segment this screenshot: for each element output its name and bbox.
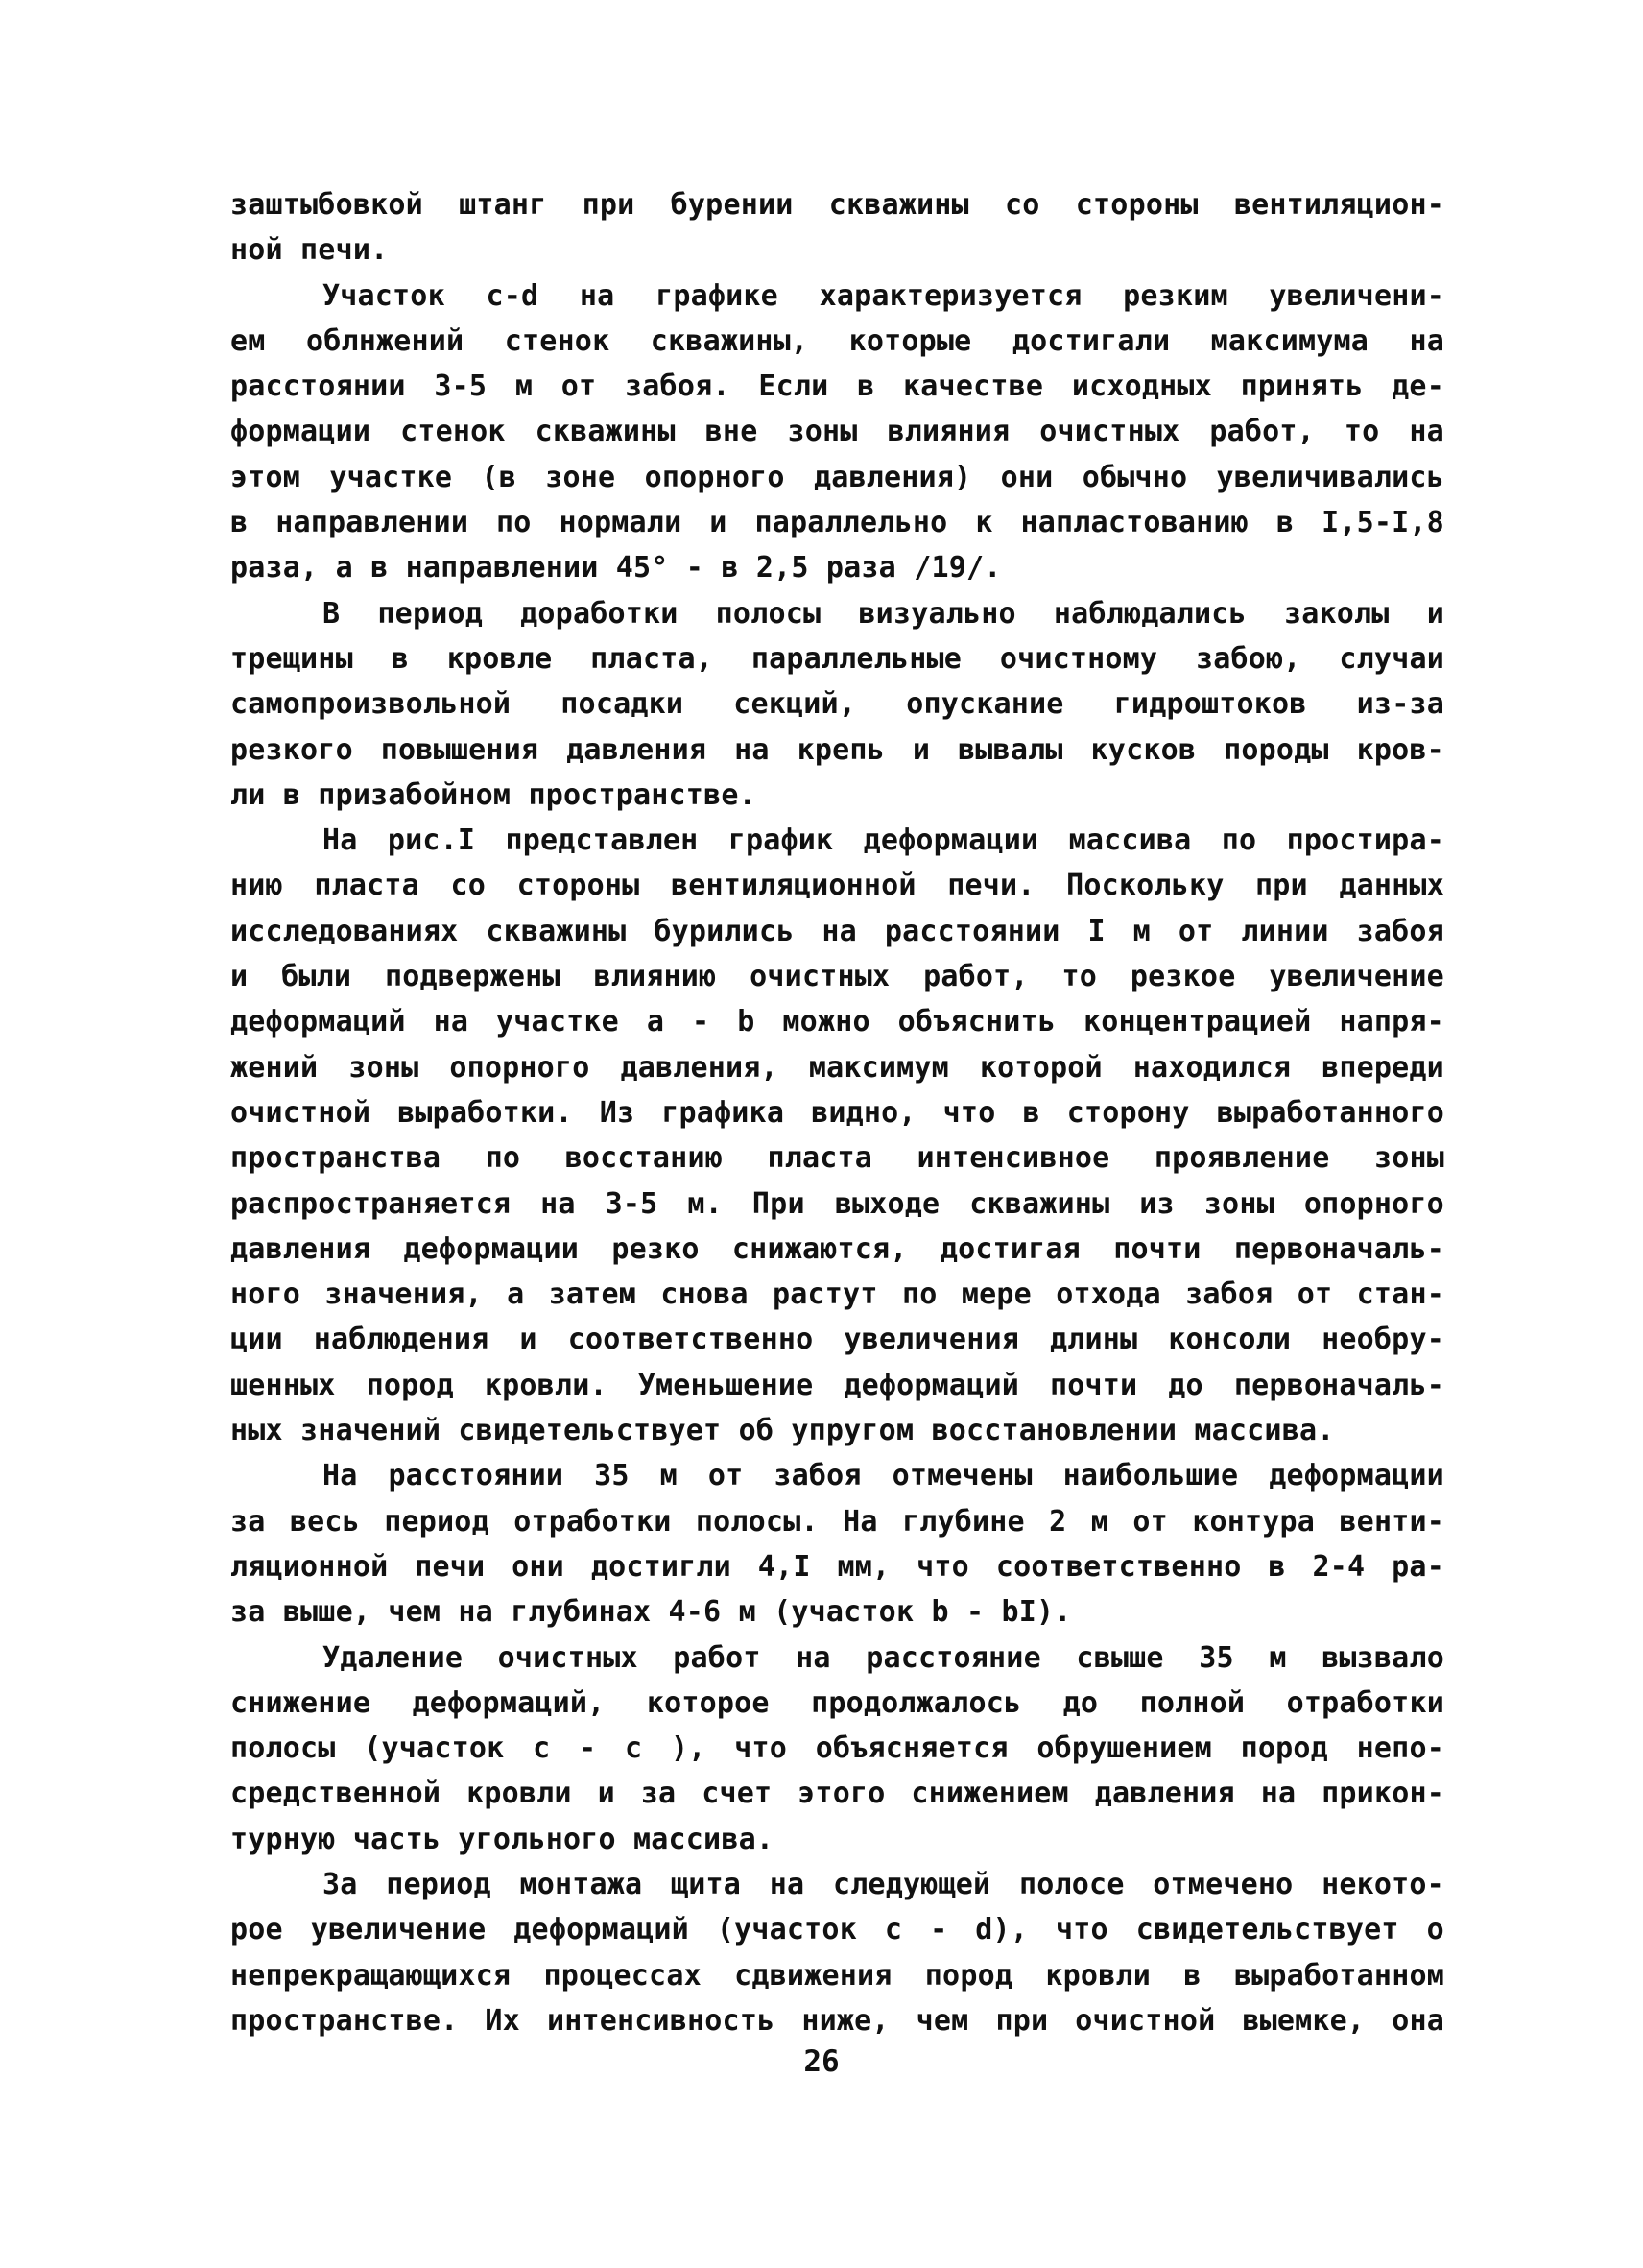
- page-number: 26: [803, 2044, 840, 2079]
- text-line: ного значения, а затем снова растут по мере отхода забоя от стан-: [230, 1277, 1444, 1312]
- text-line: трещины в кровле пласта, параллельные очистному забою, случаи: [230, 641, 1444, 676]
- text-line: деформаций на участке a - b можно объяснить концентрацией напря-: [230, 1005, 1444, 1039]
- text-line: формации стенок скважины вне зоны влияния очистных работ, то на: [230, 415, 1444, 449]
- text-line: На рис.I представлен график деформации массива по простира-: [322, 824, 1444, 858]
- text-line: В период доработки полосы визуально наблюдались заколы и: [322, 596, 1444, 631]
- text-line: резкого повышения давления на крепь и вывалы кусков породы кров-: [230, 732, 1444, 767]
- text-line: исследованиях скважины бурились на расстоянии I м от линии забоя: [230, 914, 1444, 948]
- text-line: рое увеличение деформаций (участок c - d), что свидетельствует о: [230, 1913, 1444, 1947]
- text-line: ляционной печи они достигли 4,I мм, что соответственно в 2-4 ра-: [230, 1549, 1444, 1584]
- text-line: и были подвержены влиянию очистных работ, то резкое увеличение: [230, 960, 1444, 994]
- body-text: [230, 182, 1444, 2043]
- text-line: снижение деформаций, которое продолжалось до полной отработки: [230, 1685, 1444, 1720]
- text-line: турную часть угольного массива.: [230, 1822, 774, 1856]
- text-line: распространяется на 3-5 м. При выходе скважины из зоны опорного: [230, 1186, 1444, 1221]
- text-line: расстоянии 3-5 м от забоя. Если в качестве исходных принять де-: [230, 370, 1444, 404]
- text-line: Участок c-d на графике характеризуется резким увеличени-: [322, 278, 1444, 313]
- text-line: пространства по восстанию пласта интенсивное проявление зоны: [230, 1141, 1444, 1176]
- text-line: Удаление очистных работ на расстояние свыше 35 м вызвало: [322, 1640, 1444, 1675]
- text-line: за весь период отработки полосы. На глубине 2 м от контура венти-: [230, 1504, 1444, 1539]
- text-line: жений зоны опорного давления, максимум которой находился впереди: [230, 1050, 1444, 1085]
- text-line: ем облнжений стенок скважины, которые достигали максимума на: [230, 323, 1444, 358]
- text-line: ции наблюдения и соответственно увеличения длины консоли необру-: [230, 1323, 1444, 1357]
- text-line: давления деформации резко снижаются, достигая почти первоначаль-: [230, 1231, 1444, 1266]
- text-line: самопроизвольной посадки секций, опускание гидроштоков из-за: [230, 687, 1444, 722]
- text-line: За период монтажа щита на следующей полосе отмечено некото-: [322, 1867, 1444, 1901]
- text-line: раза, а в направлении 45° - в 2,5 раза /19/.: [230, 551, 1002, 585]
- text-line: нию пласта со стороны вентиляционной печи. Поскольку при данных: [230, 869, 1444, 903]
- text-line: в направлении по нормали и параллельно к напластованию в I,5-I,8: [230, 506, 1444, 540]
- text-line: ли в призабойном пространстве.: [230, 777, 756, 812]
- text-line: непрекращающихся процессах сдвижения пород кровли в выработанном: [230, 1958, 1444, 1993]
- text-line: ных значений свидетельствует об упругом восстановлении массива.: [230, 1414, 1335, 1448]
- text-line: очистной выработки. Из графика видно, что в сторону выработанного: [230, 1095, 1444, 1130]
- text-line: ной печи.: [230, 233, 389, 268]
- text-line: за выше, чем на глубинах 4-6 м (участок b - bI).: [230, 1595, 1072, 1630]
- text-line: шенных пород кровли. Уменьшение деформаций почти до первоначаль-: [230, 1368, 1444, 1402]
- text-line: полосы (участок c - c ), что объясняется обрушением пород непо-: [230, 1731, 1444, 1766]
- text-line: пространстве. Их интенсивность ниже, чем при очистной выемке, она: [230, 2003, 1444, 2038]
- text-line: На расстоянии 35 м от забоя отмечены наибольшие деформации: [322, 1459, 1444, 1493]
- text-line: этом участке (в зоне опорного давления) они обычно увеличивались: [230, 460, 1444, 494]
- text-line: заштыбовкой штанг при бурении скважины со стороны вентиляцион-: [230, 188, 1444, 222]
- text-line: средственной кровли и за счет этого снижением давления на прикон-: [230, 1777, 1444, 1811]
